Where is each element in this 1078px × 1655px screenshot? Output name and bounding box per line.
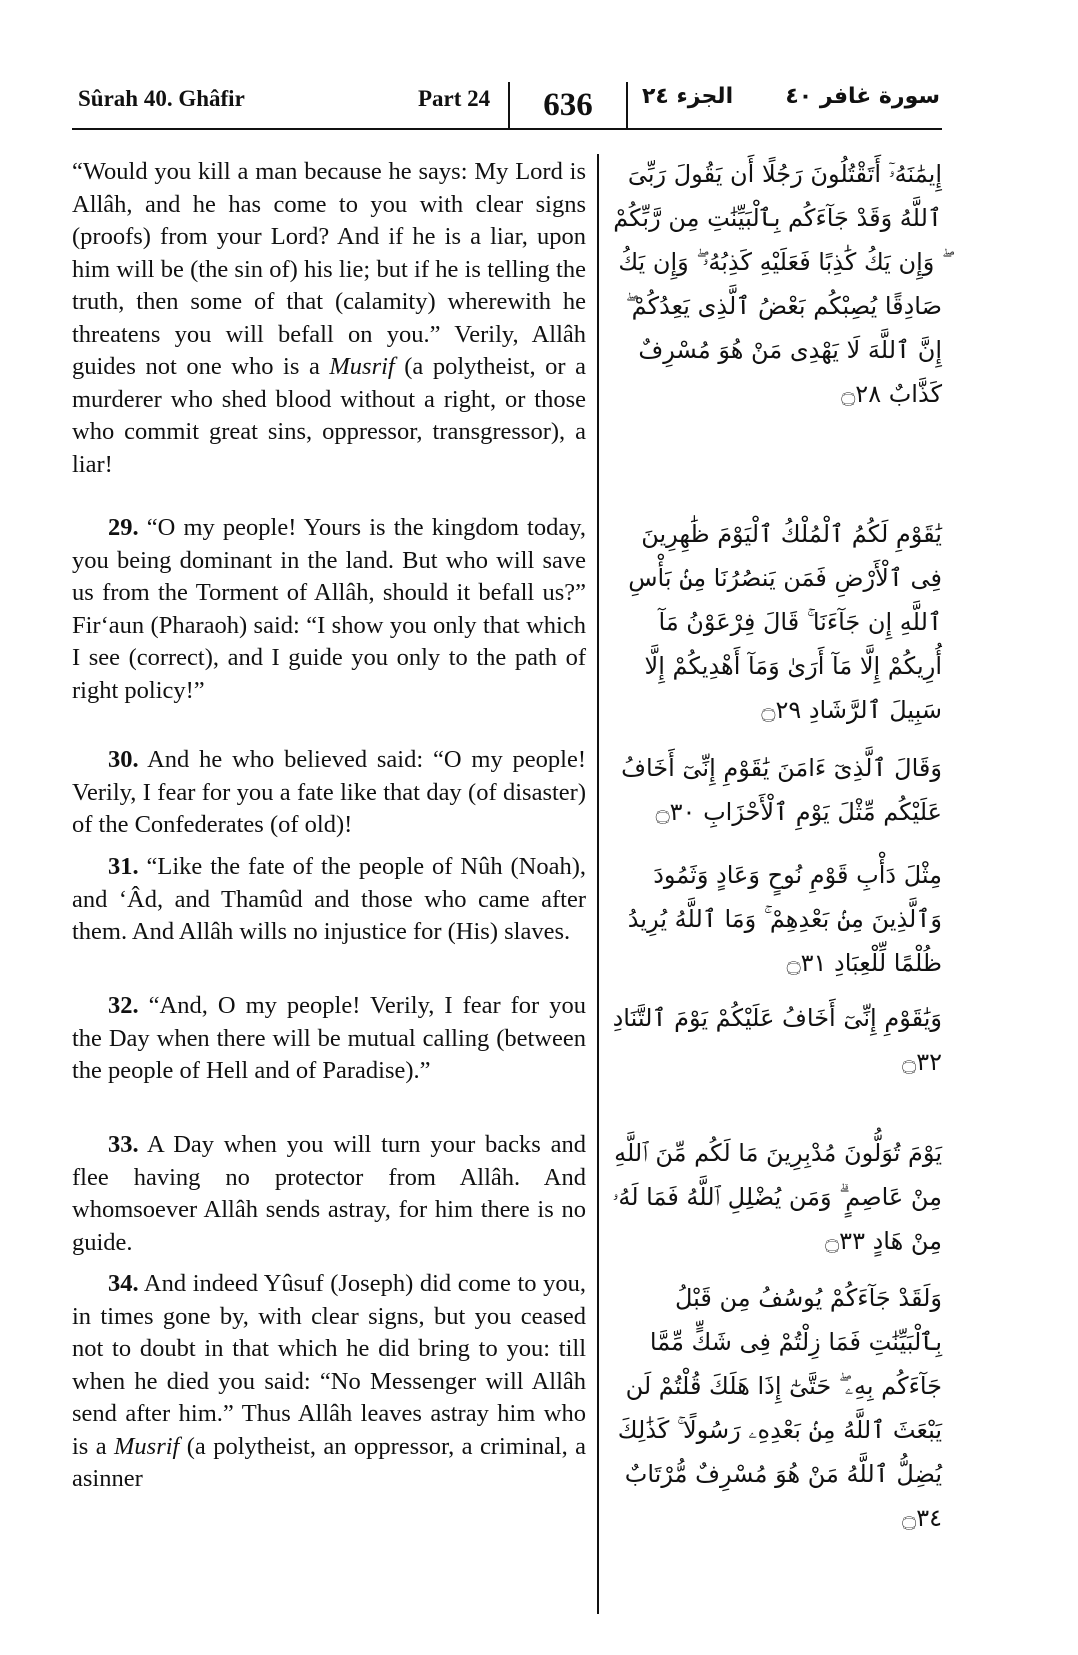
verse-number: 32. — [108, 992, 139, 1019]
verse-34-english: 34. And indeed Yûsuf (Joseph) did come to you, in times gone by, with clear signs, but you ceased not to doubt in that which he did bring to you: till when he died you said: “No Messenger will Allâh send after him.” Thus Allâh leaves astray him who is a Musrif (a polytheist, an oppressor, a criminal, a asinner — [72, 1270, 586, 1492]
verse-33-english: 33. A Day when you will turn your backs and flee having no protector from Allâh. And whomsoever Allâh sends astray, for him there is no guide. — [72, 1131, 586, 1256]
column-divider — [597, 154, 599, 1614]
verse-34-arabic: وَلَقَدْ جَآءَكُمْ يُوسُفُ مِن قَبْلُ بِٱلْبَيِّنَٰتِ فَمَا زِلْتُمْ فِى شَكٍّ مِّمَّا جَآءَكُم بِهِۦ ۖ حَتَّىٰٓ إِذَا هَلَكَ قُلْتُمْ لَن يَبْعَثَ ٱللَّهُ مِنۢ بَعْدِهِۦ رَسُولًا ۚ كَذَٰلِكَ يُضِلُّ ٱللَّهُ مَنْ هُوَ مُسْرِفٌ مُّرْتَابٌ ۝٣٤ — [617, 1284, 942, 1532]
page-header — [72, 74, 940, 130]
header-rule — [72, 128, 942, 130]
verse-29-arabic: يَٰقَوْمِ لَكُمُ ٱلْمُلْكُ ٱلْيَوْمَ ظَٰهِرِينَ فِى ٱلْأَرْضِ فَمَن يَنصُرُنَا مِنۢ بَأْسِ ٱللَّهِ إِن جَآءَنَا ۚ قَالَ فِرْعَوْنُ مَآ أُرِيكُمْ إِلَّا مَآ أَرَىٰ وَمَآ أَهْدِيكُمْ إِلَّا سَبِيلَ ٱلرَّشَادِ ۝٢٩ — [628, 520, 942, 724]
verse-number: 29. — [108, 514, 139, 541]
verse-number: 33. — [108, 1131, 139, 1158]
verse-number: 31. — [108, 853, 139, 880]
verse-32-english: 32. “And, O my people! Verily, I fear for you the Day when there will be mutual calling (between the people of Hell and of Paradise).” — [72, 992, 586, 1084]
verse-30-arabic: وَقَالَ ٱلَّذِىٓ ءَامَنَ يَٰقَوْمِ إِنِّىٓ أَخَافُ عَلَيْكُم مِّثْلَ يَوْمِ ٱلْأَحْزَابِ ۝٣٠ — [621, 754, 942, 826]
part-label: Part 24 — [418, 86, 491, 111]
verse-28-arabic: إِيمَٰنَهُۥٓ أَتَقْتُلُونَ رَجُلًا أَن يَقُولَ رَبِّىَ ٱللَّهُ وَقَدْ جَآءَكُم بِٱلْبَيِّنَٰتِ مِن رَّبِّكُمْ ۖ وَإِن يَكُ كَٰذِبًا فَعَلَيْهِ كَذِبُهُۥ ۖ وَإِن يَكُ صَادِقًا يُصِبْكُم بَعْضُ ٱلَّذِى يَعِدُكُمْ ۖ إِنَّ ٱللَّهَ لَا يَهْدِى مَنْ هُوَ مُسْرِفٌ كَذَّابٌ ۝٢٨ — [613, 160, 942, 408]
verse-31-english: 31. “Like the fate of the people of Nûh (Noah), and ‘Âd, and Thamûd and those who came after them. And Allâh wills no injustice for (His) slaves. — [72, 853, 586, 945]
verse-number: 30. — [108, 746, 139, 773]
surah-title: Sûrah 40. Ghâfir — [78, 86, 245, 111]
verse-33-arabic: يَوْمَ تُوَلُّونَ مُدْبِرِينَ مَا لَكُم مِّنَ ٱللَّهِ مِنْ عَاصِمٍ ۗ وَمَن يُضْلِلِ ٱللَّهُ فَمَا لَهُۥ مِنْ هَادٍ ۝٣٣ — [612, 1139, 942, 1255]
arabic-surah-title: سورة غافر ٤٠ — [785, 84, 940, 109]
page-number: 636 — [508, 82, 628, 128]
verse-number: 34. — [108, 1270, 139, 1297]
verse-31-arabic: مِثْلَ دَأْبِ قَوْمِ نُوحٍ وَعَادٍ وَثَمُودَ وَٱلَّذِينَ مِنۢ بَعْدِهِمْ ۚ وَمَا ٱللَّهُ يُرِيدُ ظُلْمًا لِّلْعِبَادِ ۝٣١ — [627, 861, 942, 977]
verse-32-arabic: وَيَٰقَوْمِ إِنِّىٓ أَخَافُ عَلَيْكُمْ يَوْمَ ٱلتَّنَادِ ۝٣٢ — [612, 1004, 942, 1076]
verse-29-english: 29. “O my people! Yours is the kingdom today, you being dominant in the land. But who will save us from the Torment of Allâh, should it befall us?” Fir‘aun (Pharaoh) said: “I show you only that which I see (correct), and I guide you only to the path of right policy!” — [72, 514, 586, 704]
verse-28-english: “Would you kill a man because he says: My Lord is Allâh, and he has come to you with clear signs (proofs) from your Lord? And if he is a liar, upon him will be (the sin of) his lie; but if he is telling the truth, then some of that (calamity) wherewith he threatens you will befall on you.” Verily, Allâh guides not one who is a Musrif (a polytheist, or a murderer who shed blood without a right, or those who commit great sins, oppressor, transgressor), a liar! — [72, 158, 587, 478]
verse-30-english: 30. And he who believed said: “O my people! Verily, I fear for you a fate like that day (of disaster) of the Confederates (of old)! — [72, 746, 586, 838]
arabic-part-label: الجزء ٢٤ — [642, 84, 734, 109]
